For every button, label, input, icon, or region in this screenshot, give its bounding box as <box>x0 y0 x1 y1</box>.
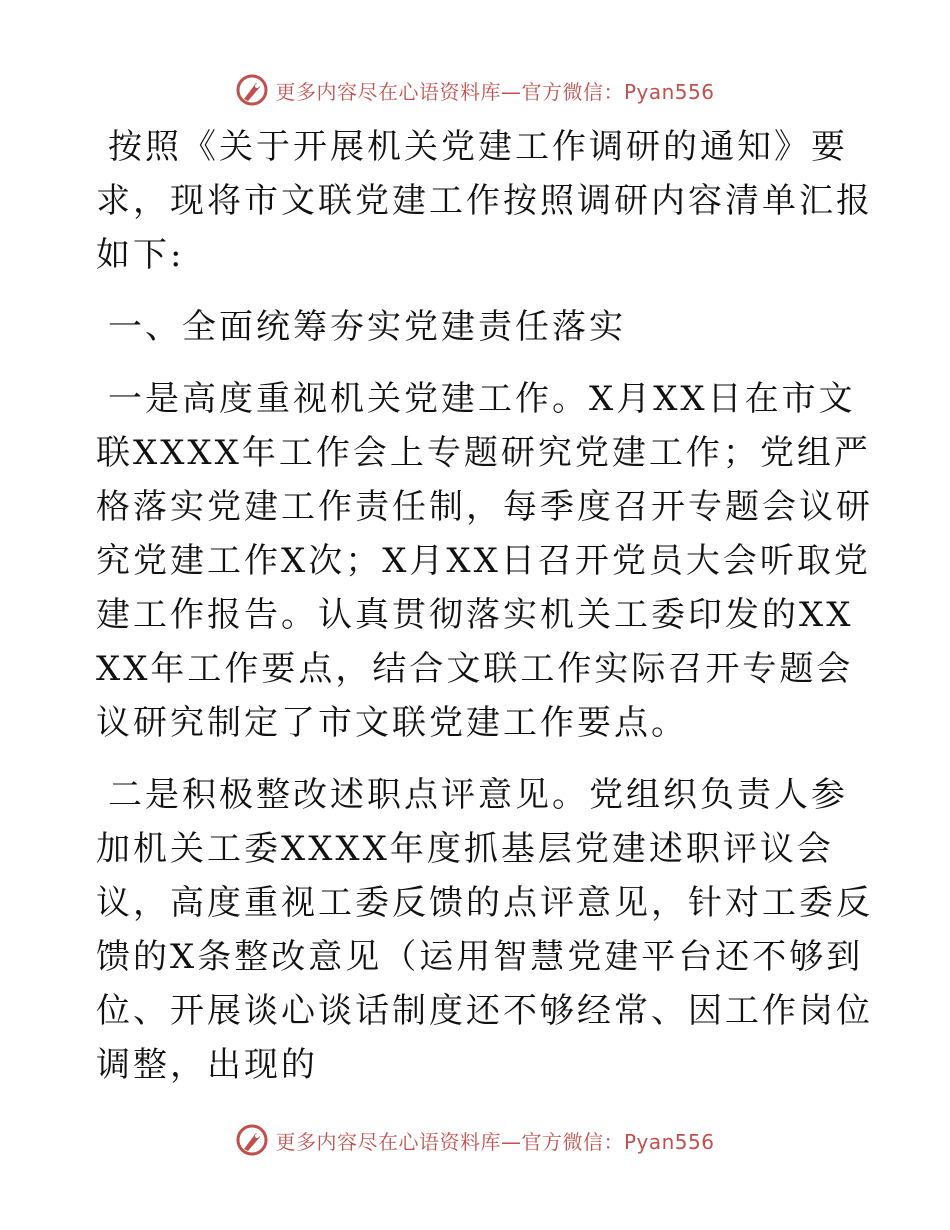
watermark-text: 更多内容尽在心语资料库—官方微信：Pyan556 <box>275 79 715 104</box>
pen-nib-logo-icon <box>235 73 269 107</box>
watermark-text: 更多内容尽在心语资料库—官方微信：Pyan556 <box>275 1129 715 1154</box>
pen-nib-logo-icon <box>235 1123 269 1157</box>
intro-paragraph: 按照《关于开展机关党建工作调研的通知》要求，现将市文联党建工作按照调研内容清单汇报如下: <box>96 127 873 275</box>
paragraph-2: 二是积极整改述职点评意见。党组织负责人参加机关工委XXXX年度抓基层党建述职评议会议，高度重视工委反馈的点评意见，针对工委反馈的X条整改意见（运用智慧党建平台还不够到位、开展谈心谈话制度还不够经常、因工作岗位调整，出现的 <box>96 775 873 1085</box>
watermark-banner-bottom <box>0 1120 950 1160</box>
watermark-banner-top <box>0 70 950 110</box>
section-heading: 一、全面统筹夯实党建责任落实 <box>108 307 626 347</box>
document-body <box>96 120 876 1092</box>
paragraph-1: 一是高度重视机关党建工作。X月XX日在市文联XXXX年工作会上专题研究党建工作；党组严格落实党建工作责任制，每季度召开专题会议研究党建工作X次；X月XX日召开党员大会听取党建工作报告。认真贯彻落实机关工委印发的XXXX年工作要点，结合文联工作实际召开专题会议研究制定了市文联党建工作要点。 <box>96 379 873 743</box>
